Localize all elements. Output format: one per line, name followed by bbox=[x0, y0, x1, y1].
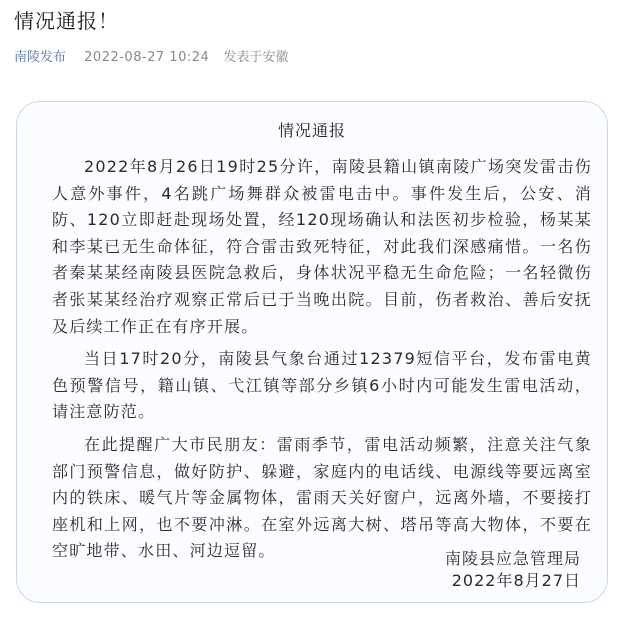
publish-time: 2022-08-27 10:24 bbox=[84, 50, 210, 65]
notice-image bbox=[16, 101, 608, 603]
notice-paragraph-advice: 在此提醒广大市民朋友：雷雨季节，雷电活动频繁，注意关注气象部门预警信息，做好防护、躲避，家庭内的电话线、电源线等要远离室内的铁床、暖气片等金属物体，雷雨天关好窗户，远离外墙，不要接打座机和上网，也不要冲淋。在室外远离大树、塔吊等高大物体，不要在空旷地带、水田、河边逗留。 bbox=[52, 434, 592, 561]
notice-date: 2022年8月27日 bbox=[451, 571, 581, 590]
notice-issuer: 南陵县应急管理局 bbox=[444, 549, 581, 568]
notice-body bbox=[52, 154, 592, 571]
notice-heading: 情况通报 bbox=[277, 121, 346, 140]
publish-location: 发表于安徽 bbox=[223, 50, 289, 65]
notice-paragraph-warning: 当日17时20分，南陵县气象台通过12379短信平台，发布雷电黄色预警信号，籍山镇、弋江镇等部分乡镇6小时内可能发生雷电活动，请注意防范。 bbox=[52, 349, 592, 422]
notice-signature bbox=[445, 548, 581, 592]
article-meta bbox=[14, 48, 288, 68]
notice-paragraph-incident: 2022年8月26日19时25分许，南陵县籍山镇南陵广场突发雷击伤人意外事件，4名跳广场舞群众被雷电击中。事件发生后，公安、消防、120立即赶赴现场处置，经120现场确认和法医初步检验，杨某某和李某已无生命体征，符合雷击致死特征，对此我们深感痛惜。一名伤者秦某某经南陵县医院急救后，身体状况平稳无生命危险；一名轻微伤者张某某经治疗观察正常后已于当晚出院。目前，伤者救治、善后安抚及后续工作正在有序开展。 bbox=[52, 157, 592, 336]
article-title: 情况通报！ bbox=[14, 9, 119, 33]
source-account-link[interactable]: 南陵发布 bbox=[14, 50, 67, 65]
